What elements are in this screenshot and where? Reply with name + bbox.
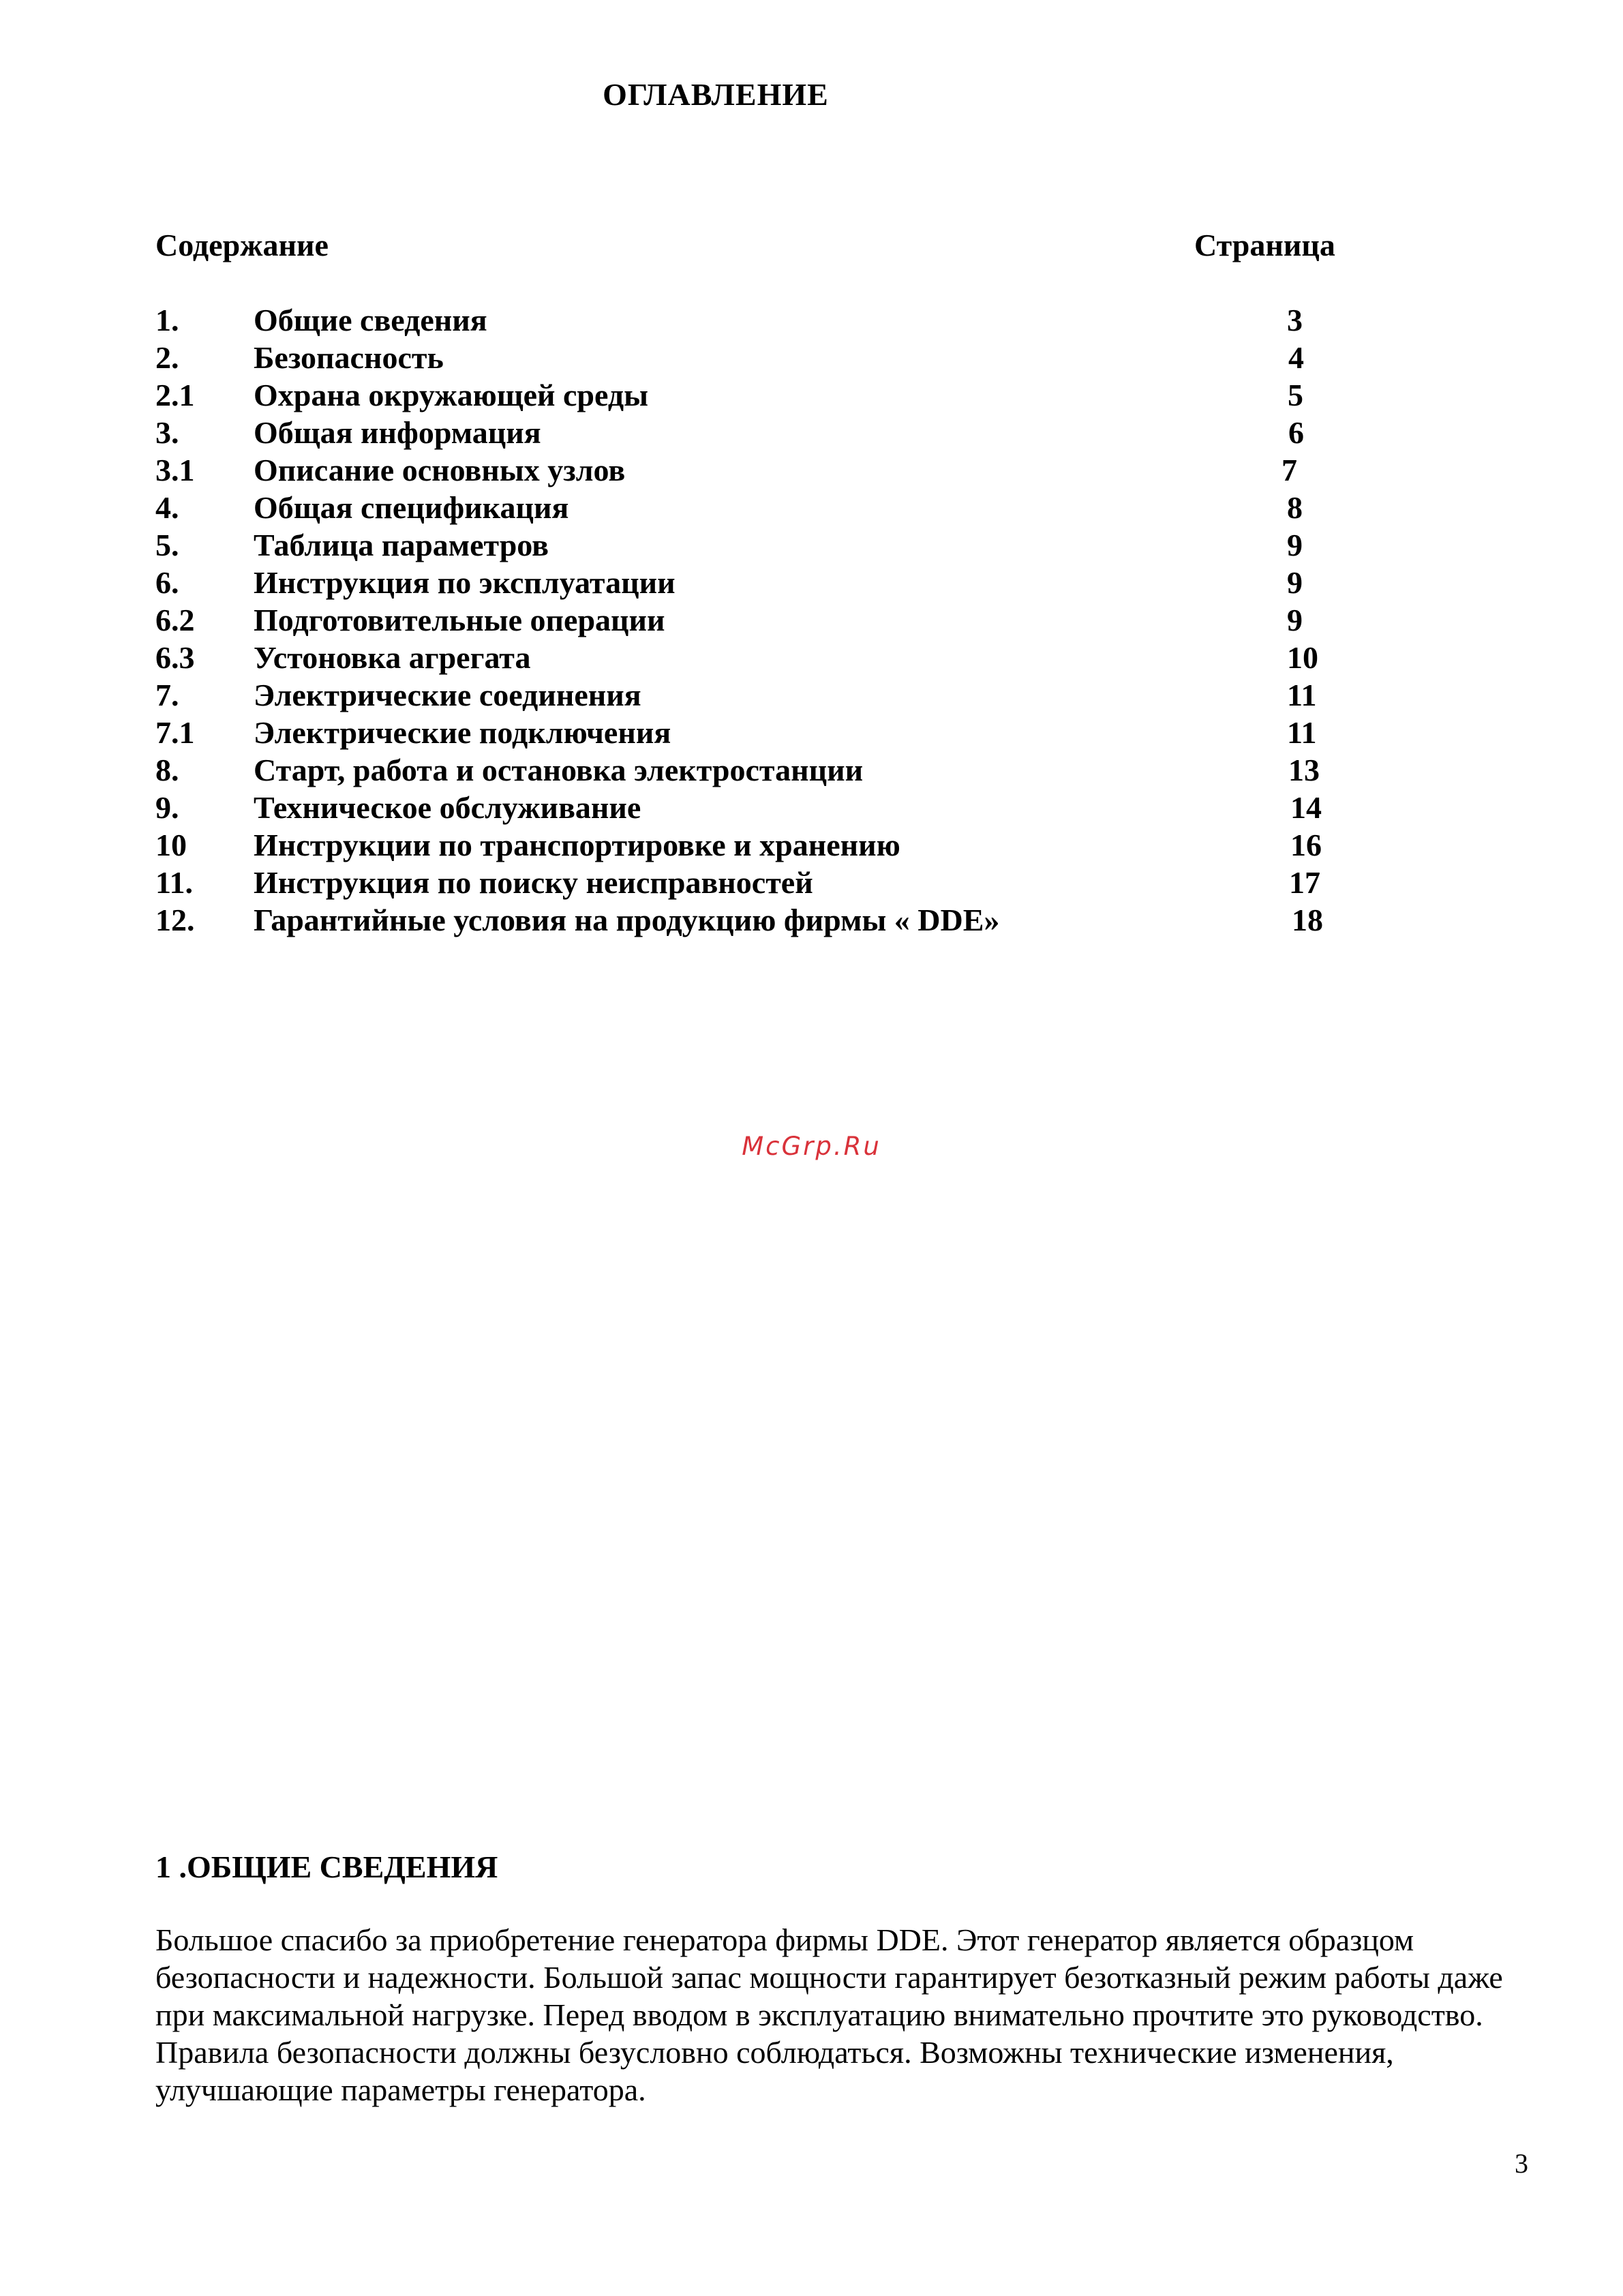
toc-entry-title: Старт, работа и остановка электростанции — [254, 753, 864, 787]
toc-entry-number: 2.1 — [155, 378, 195, 412]
toc-entry-title: Описание основных узлов — [254, 453, 626, 487]
page-number: 3 — [1515, 2148, 1528, 2179]
toc-entry-number: 2. — [155, 340, 179, 375]
toc-entry-number: 7.1 — [155, 715, 195, 750]
toc-entry-title: Техническое обслуживание — [254, 790, 641, 825]
toc-entry-number: 3. — [155, 415, 179, 450]
toc-entry-title: Общие сведения — [254, 303, 487, 337]
toc-entry-page: 11 — [1287, 678, 1317, 712]
toc-entry-page: 9 — [1287, 528, 1303, 562]
toc-entry-title: Общая спецификация — [254, 490, 569, 525]
toc-entry-title: Инструкция по поиску неисправностей — [254, 865, 813, 900]
toc-entry-page: 9 — [1287, 565, 1303, 600]
toc-entry-page: 6 — [1288, 415, 1304, 450]
toc-entry-page: 8 — [1287, 490, 1303, 525]
toc-entry-number: 12. — [155, 903, 195, 937]
toc-entry-page: 9 — [1287, 603, 1303, 637]
toc-entry-title: Общая информация — [254, 415, 541, 450]
toc-entry-number: 8. — [155, 753, 179, 787]
toc-header-contents: Содержание — [155, 228, 329, 262]
toc-entry-title: Инструкции по транспортировке и хранению — [254, 828, 900, 862]
watermark: McGrp.Ru — [742, 1132, 881, 1161]
toc-entry-page: 18 — [1292, 903, 1323, 937]
toc-entry-title: Электрические соединения — [254, 678, 641, 712]
toc-entry-number: 3.1 — [155, 453, 195, 487]
toc-entry-number: 1. — [155, 303, 179, 337]
toc-entry-number: 5. — [155, 528, 179, 562]
toc-entry-title: Устоновка агрегата — [254, 640, 531, 675]
toc-entry-number: 6.3 — [155, 640, 195, 675]
toc-entry-title: Электрические подключения — [254, 715, 671, 750]
toc-entry-title: Безопасность — [254, 340, 444, 375]
toc-entry-page: 17 — [1289, 865, 1320, 900]
toc-entry-number: 7. — [155, 678, 179, 712]
toc-entry-number: 6.2 — [155, 603, 195, 637]
toc-entry-number: 4. — [155, 490, 179, 525]
toc-entry-number: 11. — [155, 865, 193, 900]
page-title: ОГЛАВЛЕНИЕ — [603, 77, 829, 112]
section-body: Большое спасибо за приобретение генератора фирмы DDE. Этот генератор является образцом безопасности и надежности. Большой запас мощности гарантирует безотказный режим работы даже при максимальной нагрузке. Перед вводом в эксплуатацию внимательно прочтите это руководство. Правила безопасности должны безусловно соблюдаться. Возможны технические изменения, улучшающие параметры генератора. — [155, 1922, 1503, 2107]
toc-entry-page: 13 — [1288, 753, 1320, 787]
toc-entry-page: 11 — [1287, 715, 1317, 750]
toc-entry-title: Инструкция по эксплуатации — [254, 565, 676, 600]
toc-entry-page: 5 — [1288, 378, 1303, 412]
section-heading: 1 .ОБЩИЕ СВЕДЕНИЯ — [155, 1849, 498, 1884]
toc-entry-page: 7 — [1281, 453, 1297, 487]
toc-entry-number: 6. — [155, 565, 179, 600]
toc-entry-page: 10 — [1287, 640, 1318, 675]
toc-entry-title: Подготовительные операции — [254, 603, 665, 637]
toc-entry-page: 4 — [1288, 340, 1304, 375]
toc-entry-page: 14 — [1290, 790, 1322, 825]
toc-entry-title: Охрана окружающей среды — [254, 378, 648, 412]
toc-entry-number: 10 — [155, 828, 187, 862]
toc-header-page: Страница — [1194, 228, 1335, 262]
toc-entry-page: 16 — [1290, 828, 1322, 862]
toc-entry-title: Гарантийные условия на продукцию фирмы « DDE» — [254, 903, 1000, 937]
toc-entry-number: 9. — [155, 790, 179, 825]
toc-entry-title: Таблица параметров — [254, 528, 549, 562]
toc-entry-page: 3 — [1287, 303, 1303, 337]
